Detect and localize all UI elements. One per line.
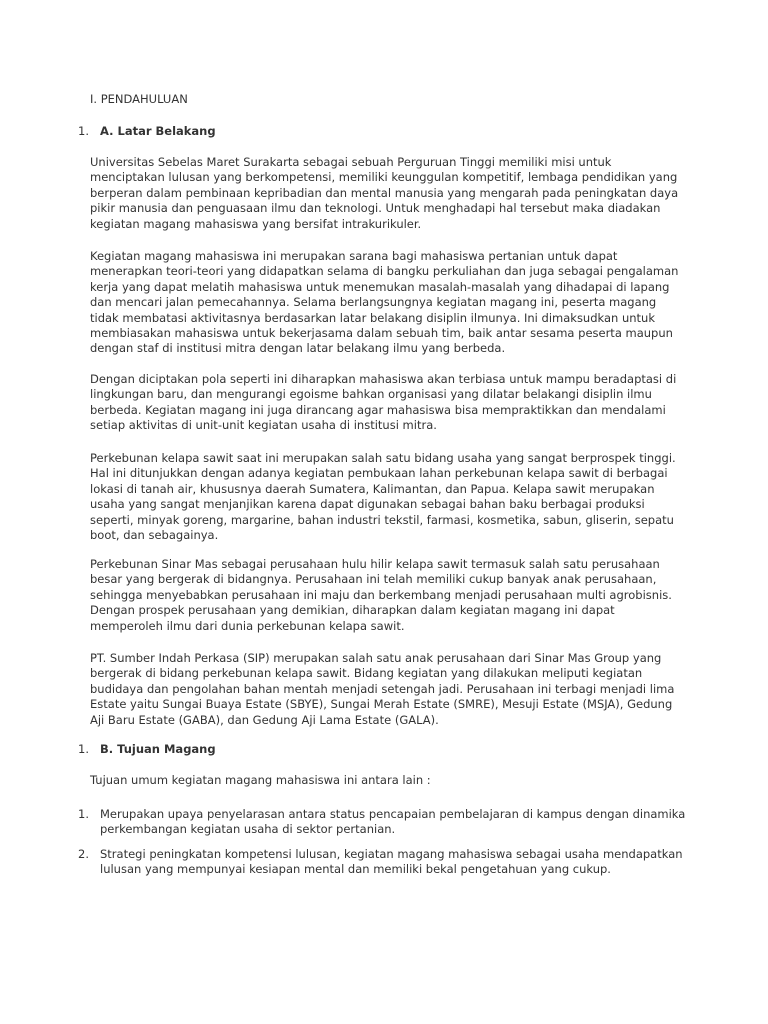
- list-item: [78, 807, 698, 838]
- list-marker: 2.: [78, 846, 89, 861]
- subsection-b-heading: [78, 742, 216, 757]
- paragraph-line: sehingga menyebabkan perusahaan ini maju dan berkembang menjadi perusahaan multi agrobisnis.: [90, 587, 672, 602]
- list-item-line: Strategi peningkatan kompetensi lulusan, kegiatan magang mahasiswa sebagai usaha mendapatkan: [100, 846, 683, 861]
- paragraph-6: [90, 651, 690, 728]
- paragraph-line: berbeda. Kegiatan magang ini juga dirancang agar mahasiswa bisa mempraktikkan dan mendalami: [90, 402, 666, 417]
- subsection-a-heading: [78, 124, 216, 139]
- paragraph-line: membiasakan mahasiswa untuk bekerjasama dalam sebuah tim, baik antar sesama peserta maupun: [90, 326, 673, 341]
- paragraph-line: pikir manusia dan penguasaan ilmu dan teknologi. Untuk menghadapi hal tersebut maka diadakan: [90, 201, 661, 216]
- paragraph-line: Perkebunan kelapa sawit saat ini merupakan salah satu bidang usaha yang sangat berprospek tinggi.: [90, 451, 676, 465]
- tujuan-intro: [90, 773, 690, 788]
- paragraph-line: Hal ini ditunjukkan dengan adanya kegiatan pembukaan lahan perkebunan kelapa sawit di berbagai: [90, 466, 668, 481]
- paragraph-2: [90, 249, 690, 357]
- paragraph-line: Dengan diciptakan pola seperti ini diharapkan mahasiswa akan terbiasa untuk mampu beradaptasi di: [90, 372, 677, 386]
- paragraph-line: Tujuan umum kegiatan magang mahasiswa ini antara lain :: [90, 773, 431, 787]
- paragraph-line: menerapkan teori-teori yang didapatkan selama di bangku perkuliahan dan juga sebagai pengalaman: [90, 264, 679, 279]
- paragraph-line: seperti, minyak goreng, margarine, bahan industri tekstil, farmasi, kosmetika, sabun, gliserin, sepatu: [90, 512, 674, 527]
- paragraph-line: Universitas Sebelas Maret Surakarta sebagai sebuah Perguruan Tinggi memiliki misi untuk: [90, 155, 612, 169]
- paragraph-3: [90, 372, 690, 434]
- paragraph-line: menciptakan lulusan yang berkompetensi, memiliki keunggulan kompetitif, lembaga pendidikan yang: [90, 170, 678, 185]
- paragraph-line: boot, dan sebagainya.: [90, 528, 219, 543]
- paragraph-4: [90, 451, 690, 543]
- paragraph-line: bergerak di bidang perkebunan kelapa sawit. Bidang kegiatan yang dilakukan meliputi kegiatan: [90, 666, 643, 681]
- list-item-line: Merupakan upaya penyelarasan antara status pencapaian pembelajaran di kampus dengan dinamika: [100, 807, 686, 821]
- paragraph-line: kegiatan magang mahasiswa yang bersifat intrakurikuler.: [90, 216, 422, 231]
- paragraph-line: setiap aktivitas di unit-unit kegiatan usaha di institusi mitra.: [90, 418, 437, 433]
- subsection-a-number: 1.: [78, 124, 89, 138]
- list-item-line: lulusan yang mempunyai kesiapan mental dan memiliki bekal pengetahuan yang cukup.: [100, 862, 611, 877]
- paragraph-line: kerja yang dapat melatih mahasiswa untuk menemukan masalah-masalah yang dihadapai di lapang: [90, 279, 670, 294]
- paragraph-1: [90, 155, 690, 232]
- paragraph-line: dengan staf di institusi mitra dengan latar belakang ilmu yang berbeda.: [90, 341, 506, 356]
- subsection-b-title: B. Tujuan Magang: [100, 742, 216, 756]
- paragraph-line: usaha yang sangat menjanjikan karena dapat digunakan sebagai bahan baku berbagai produksi: [90, 497, 645, 512]
- section-heading: I. PENDAHULUAN: [90, 92, 188, 106]
- paragraph-line: tidak membatasi aktivitasnya berdasarkan latar belakang disiplin ilmunya. Ini dimaksudkan untuk: [90, 310, 656, 325]
- paragraph-line: dan mencari jalan pemecahannya. Selama berlangsungnya kegiatan magang ini, peserta magang: [90, 295, 657, 310]
- paragraph-line: lingkungan baru, dan mengurangi egoisme bahkan organisasi yang dilatar belakangi disiplin ilmu: [90, 387, 652, 402]
- paragraph-line: memperoleh ilmu dari dunia perkebunan kelapa sawit.: [90, 618, 405, 633]
- list-item-line: perkembangan kegiatan usaha di sektor pertanian.: [100, 822, 396, 837]
- subsection-b-number: 1.: [78, 742, 89, 756]
- paragraph-line: Aji Baru Estate (GABA), dan Gedung Aji Lama Estate (GALA).: [90, 712, 439, 727]
- subsection-a-title: A. Latar Belakang: [100, 124, 216, 138]
- list-item: [78, 847, 698, 878]
- paragraph-line: Kegiatan magang mahasiswa ini merupakan sarana bagi mahasiswa pertanian untuk dapat: [90, 249, 618, 263]
- paragraph-line: budidaya dan pengolahan bahan mentah menjadi setengah jadi. Perusahaan ini terbagi menjadi lima: [90, 681, 675, 696]
- paragraph-line: berperan dalam pembinaan kepribadian dan mental manusia yang mengarah pada peningkatan daya: [90, 185, 679, 200]
- paragraph-5: [90, 557, 690, 634]
- paragraph-line: Estate yaitu Sungai Buaya Estate (SBYE), Sungai Merah Estate (SMRE), Mesuji Estate (MSJA), Gedung: [90, 697, 673, 712]
- paragraph-line: Dengan prospek perusahaan yang demikian, diharapkan dalam kegiatan magang ini dapat: [90, 603, 615, 618]
- tujuan-list: [78, 807, 698, 878]
- list-marker: 1.: [78, 807, 89, 821]
- paragraph-line: besar yang bergerak di bidangnya. Perusahaan ini telah memiliki cukup banyak anak perusahaan,: [90, 572, 657, 587]
- paragraph-line: lokasi di tanah air, khususnya daerah Sumatera, Kalimantan, dan Papua. Kelapa sawit merupakan: [90, 481, 655, 496]
- paragraph-line: PT. Sumber Indah Perkasa (SIP) merupakan salah satu anak perusahaan dari Sinar Mas Group yang: [90, 651, 662, 665]
- paragraph-line: Perkebunan Sinar Mas sebagai perusahaan hulu hilir kelapa sawit termasuk salah satu perusahaan: [90, 557, 660, 571]
